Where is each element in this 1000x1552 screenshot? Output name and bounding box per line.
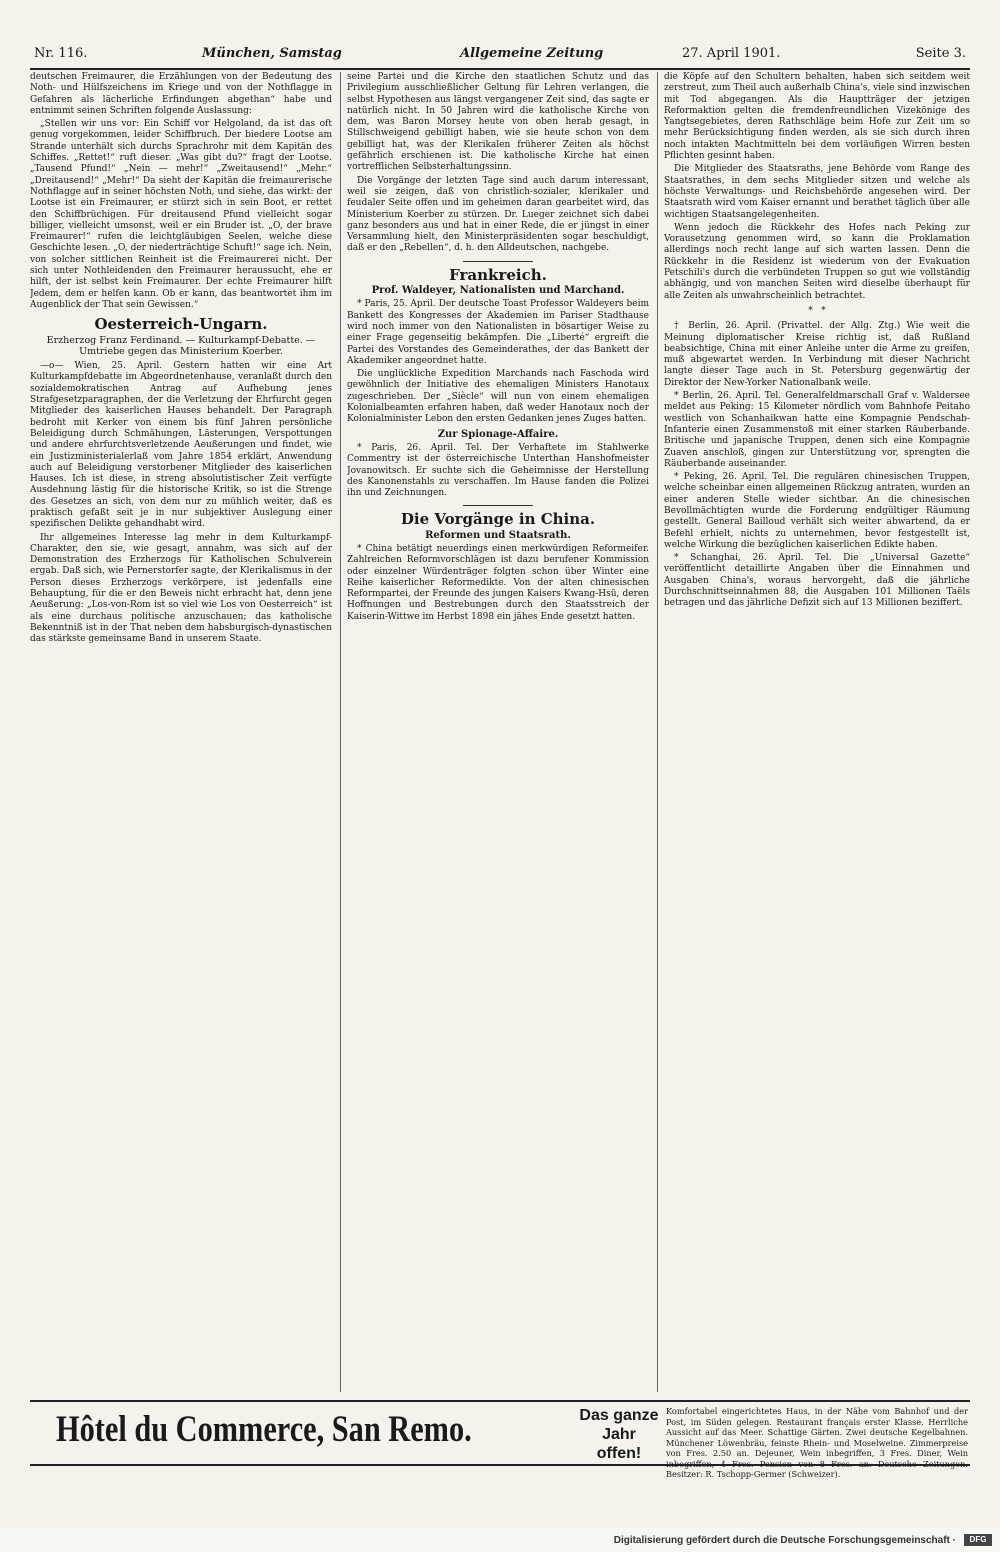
- section-title: Oesterreich-Ungarn.: [94, 315, 268, 334]
- digitization-footer: [0, 1528, 1000, 1552]
- paragraph: Die unglückliche Expedition Marchands nach Faschoda wird gewöhnlich der Initiative des ehemaligen Ministers Hanotaux zugeschrieben. Der „Siècle“ will nun von einem ehemaligen Kolonialbeamten erfahren haben, daß weder Hanotaux noch der Kolonialminister Lebon den ersten Gedanken jenes Zuges hatten.: [347, 369, 649, 425]
- paragraph: „Stellen wir uns vor: Ein Schiff vor Helgoland, da ist das oft genug vorgekommen, leider Schiffbruch. Der biedere Lootse am Strande unterhält sich durchs Sprachrohr mit dem Kapitän des Schiffes. „Rettet!“ ruft dieser. „Was gibt du?“ fragt der Lootse. „Tausend Pfund!“ „Nein — mehr!“ „Zweitausend!“ „Mehr.“ „Dreitausend!“ „Mehr!“ Da sieht der Kapitän die freimaurerische Nothflagge auf in seiner höchsten Noth, und siehe, das wirkt: der Lootse ist ein Freimaurer, er stürzt sich in sein Boot, er rettet den Schiffbrüchigen. Für dreitausend Pfund vielleicht sogar billiger, vielleicht umsonst, weil er ein Bruder ist. „O, der brave Freimaurer!“ rufen die leichtgläubigen Seelen, welche diese Geschichte lesen. „O, der niederträchtige Schuft!“ sage ich. Nein, von solcher sittlichen Reinheit ist die Freimaurerei nicht. Der sich unter Nothleidenden den Freimaurer heraussucht, ehe er hilft, der ist selbst kein Freimaurer. Der echte Freimaurer hilft Jedem, dem er helfen kann. Ob er kann, das beantwortet ihm im Augenblick der That sein Gewissen.“: [30, 119, 332, 310]
- paragraph: die Köpfe auf den Schultern behalten, haben sich seitdem weit zerstreut, zum Theil auch außerhalb China's, viele sind inzwischen mit Tod abgegangen. Als die Hauptträger der jetzigen Reformaktion gelten die fremdenfreundlichen Vizekönige des Yangtsegebietes, deren Rathschläge beim Hofe zur Zeit um so mehr Berücksichtigung finden werden, als sie sich durch ihren noch intakten Machtmitteln bei dem vorläufigen Wirren besten Pflichten gesinnt haben.: [664, 72, 970, 162]
- dfg-logo-icon: DFG: [964, 1534, 992, 1546]
- paragraph: —o— Wien, 25. April. Gestern hatten wir eine Art Kulturkampfdebatte im Abgeordnetenhause, veranlaßt durch den sozialdemokratischen Antrag auf Aufhebung jenes Strafgesetzparagraphen, der die Verletzung der Ehrfurcht gegen Mitglieder des kaiserlichen Hauses behandelt. Der Paragraph bedroht mit Kerker von einem bis fünf Jahren persönliche Beleidigung durch Schmähungen, Lästerungen, Verspottungen und andere ehrfurchtsverletzende Aeußerungen und findet, wie ein Justizministerialerlaß vom Jahre 1854 erklärt, Anwendung auch auf Beleidigung verstorbener Mitglieder des kaiserlichen Hauses. Ich ist diese, in streng absolutistischer Zeit verfügte Ausdehnung lästig für die historische Kritik, so ist die Strenge des Gesetzes an sich, von dem nur zu mühlich weiter, daß es praktisch gefaßt seit je in nur subjektiver Auslegung einer spezifischen Delikte gehandhabt wird.: [30, 361, 332, 530]
- paragraph: deutschen Freimaurer, die Erzählungen von der Bedeutung des Noth- und Hülfszeichens im Kriege und von der Nothflagge in Gefahren als lächerliche Erfindungen abgethan“ habe und entnimmt seinen Schriften folgende Auslassung:: [30, 72, 332, 116]
- ad-hotel-name: Hôtel du Commerce, San Remo.: [56, 1409, 472, 1450]
- paragraph: * Paris, 25. April. Der deutsche Toast Professor Waldeyers beim Bankett des Kongresses der Akademien im Pariser Stadthause wird noch immer von den Nationalisten in bösartiger Weise zu einer Frage gegenseitig bekämpfen. Die „Liberté“ ergreift die Partei des Vorstandes des Gemeinderathes, der das Bankett der Akademiker angeordnet hatte.: [347, 299, 649, 366]
- funding-credit: Digitalisierung gefördert durch die Deutsche Forschungsgemeinschaft ·: [613, 1535, 956, 1546]
- paragraph: Die Mitglieder des Staatsraths, jene Behörde vom Range des Staatsrathes, in dem sechs Mitglieder sitzen und welche als höchste Verwaltungs- und Reichsbehörde angesehen wird. Der Staatsrath wird vom Kaiser ernannt und berathet täglich über alle wichtigen Staatsangelegenheiten.: [664, 164, 970, 220]
- section-subtitle: Prof. Waldeyer, Nationalisten und Marchand.: [371, 285, 625, 297]
- paragraph: Wenn jedoch die Rückkehr des Hofes nach Peking zur Vorausetzung genommen wird, so kann die Proklamation allerdings noch recht lange auf sich warten lassen. Denn die Rückkehr in die Residenz ist wiederum von der Evakuation Petschili's durch die verbündeten Truppen so gut wie vollständig abhängig, und von manchen Seiten wird dieselbe überhaupt für alle Zeiten als unwahrscheinlich betrachtet.: [664, 222, 970, 301]
- paragraph: † Berlin, 26. April. (Privattel. der Allg. Ztg.) Wie weit die Meinung diplomatischer Kreise richtig ist, daß Rußland beabsichtige, China mit einer Anleihe unter die Arme zu greifen, muß abgewartet werden. In Verbindung mit dieser Nachricht langte dieser Tage auch in St. Petersburg gegenwärtig der Direktor der New-Yorker Nationalbank weile.: [664, 321, 970, 388]
- subsection-title: Zur Spionage-Affaire.: [437, 428, 559, 440]
- issue-date: 27. April 1901.: [682, 46, 781, 61]
- column-3: [664, 72, 970, 1392]
- ad-description: Komfortabel eingerichtetes Haus, in der Nähe vom Bahnhof und der Post, im Süden gelegen. Restaurant français erster Klasse. Herrliche Aussicht auf das Meer. Schattige Gärten. Zwei deutsche Kegelbahnen. Münchener Löwenbräu, feinste Rhein- und Moselweine. Zimmerpreise von Fres. 2.50 an. Dejeuner, Wein inbegriffen, 3 Fres. Diner, Wein inbegriffen, 4 Fres. Pension von 8 Fres. an. Deutsche Zeitungen. Besitzer: R. Tschopp-Germer (Schweizer).: [666, 1406, 968, 1479]
- section-subtitle: Erzherzog Franz Ferdinand. — Kulturkampf-Debatte. — Umtriebe gegen das Ministerium Koerber.: [46, 334, 316, 357]
- newspaper-title: Allgemeine Zeitung: [460, 46, 604, 61]
- page-header: [30, 46, 970, 70]
- paragraph: * Paris, 26. April. Tel. Der Verhaftete im Stahlwerke Commentry ist der österreichische Unterthan Hanshofmeister Jovanowitsch. Er suchte sich die Geheimnisse der Herstellung des Kanonenstahls zu verschaffen. Im Hause fanden die Polizei ihn und Zeichnungen.: [347, 442, 649, 499]
- section-subtitle: Reformen und Staatsrath.: [425, 529, 571, 541]
- city-day: München, Samstag: [202, 46, 342, 61]
- column-divider: [340, 72, 341, 1392]
- paragraph: Ihr allgemeines Interesse lag mehr in dem Kulturkampf-Charakter, den sie, wie gesagt, annahm, was sich auf der Demonstration des Erzherzogs für Katholischen Schulverein ergab. Daß sich, wie Pernerstorfer sagte, der Klerikalismus in der Person dieses Erzherzogs verkörpere, ist jedenfalls eine Behauptung, für die er den Beweis nicht erbracht hat, denn jene Aeußerung: „Los-von-Rom ist so viel wie Los von Oesterreich“ ist als eine durchaus politische anzuschauen; das katholische Bekenntniß ist in der That neben dem habsburgisch-dynastischen das stärkste gemeinsame Band in unserem Staate.: [30, 532, 332, 645]
- paragraph: Die Vorgänge der letzten Tage sind auch darum interessant, weil sie zeigen, daß von christlich-sozialer, klerikaler und feudaler Seite offen und im geheimen daran gearbeitet wird, das Ministerium Koerber zu stürzen. Dr. Lueger zeichnet sich dabei ganz besonders aus und hat in einer Rede, die er jüngst in einer Versammlung hielt, den Ministerpräsidenten sogar beschuldigt, daß er den „Rebellen“, d. h. den Alldeutschen, nachgebe.: [347, 175, 649, 254]
- column-divider: [657, 72, 658, 1392]
- section-title: Frankreich.: [449, 265, 547, 284]
- section-title: Die Vorgänge in China.: [400, 510, 596, 529]
- page-number: Seite 3.: [915, 46, 966, 61]
- column-2: [347, 72, 649, 1392]
- issue-number: Nr. 116.: [34, 46, 88, 61]
- paragraph: * China betätigt neuerdings einen merkwürdigen Reformeifer. Zahlreichen Reformvorschlägen ist dazu berufener Kommission oder einzelner Würdenträger folgten schon über Winter eine Reihe kaiserlicher Reformedikte. Von der alten chinesischen Reformpartei, der Freunde des jungen Kaisers Kwang-Hsü, deren Hoffnungen und Bestrebungen durch den Staatsstreich der Kaiserin-Wittwe im Herbst 1898 ein jähes Ende gesetzt hatten.: [347, 543, 649, 622]
- separator: [463, 505, 533, 506]
- paragraph: * Peking, 26. April. Tel. Die regulären chinesischen Truppen, welche scheinbar einen allgemeinen Rückzug antraten, wurden an einer anderen Stelle wieder sichtbar. An die chinesischen Bevollmächtigten wurde die Forderung endgültiger Räumung gestellt. General Bailloud verhält sich weiter abwartend, da er Befehl erhielt, nichts zu unternehmen, bevor festgestellt ist, welche Wirkung die bezüglichen kaiserlichen Edikte haben.: [664, 472, 970, 550]
- separator-stars: * *: [808, 305, 826, 316]
- paragraph: seine Partei und die Kirche den staatlichen Schutz und das Privilegium ausschließlicher Geltung für Lehren verlangen, die selbst Hypothesen aus längst vergangener Zeit sind, das sagte er natürlich nicht. In 50 Jahren wird die katholische Kirche von dem, was Baron Morsey heute von oben herab gesagt, in Stillschweigend gebilligt haben, wie sie heute schon von dem gebilligt hat, was der Klerikalen früherer Zeiten als höchst gefährlich erschienen ist. Die katholische Kirche hat einen vortrefflichen Selbsterhaltungssinn.: [347, 72, 649, 173]
- paragraph: * Schanghai, 26. April. Tel. Die „Universal Gazette“ veröffentlicht detaillirte Angaben über die Einnahmen und Ausgaben China's, woraus hervorgeht, daß die jährliche Durchschnittseinnahmen 88, die Ausgaben 101 Millionen Taëls betragen und das jährliche Defizit sich auf 13 Millionen beziffert.: [664, 553, 970, 609]
- hotel-advertisement: [30, 1400, 970, 1479]
- ad-open-notice: Das ganze Jahr offen!: [579, 1407, 659, 1462]
- column-1: [30, 72, 332, 1392]
- separator: [463, 261, 533, 262]
- paragraph: * Berlin, 26. April. Tel. Generalfeldmarschall Graf v. Waldersee meldet aus Peking: 15 Kilometer nördlich vom Bahnhofe Peitaho westlich von Schanhaikwan hatte eine Kompagnie Pendschab-Infanterie einen Zusammenstoß mit einer starken Räuberbande. Britische und japanische Truppen, denen sich eine Kompagnie Zuaven anschloß, gingen zur Unterstützung vor, sprengten die Räuberbande auseinander.: [664, 391, 970, 469]
